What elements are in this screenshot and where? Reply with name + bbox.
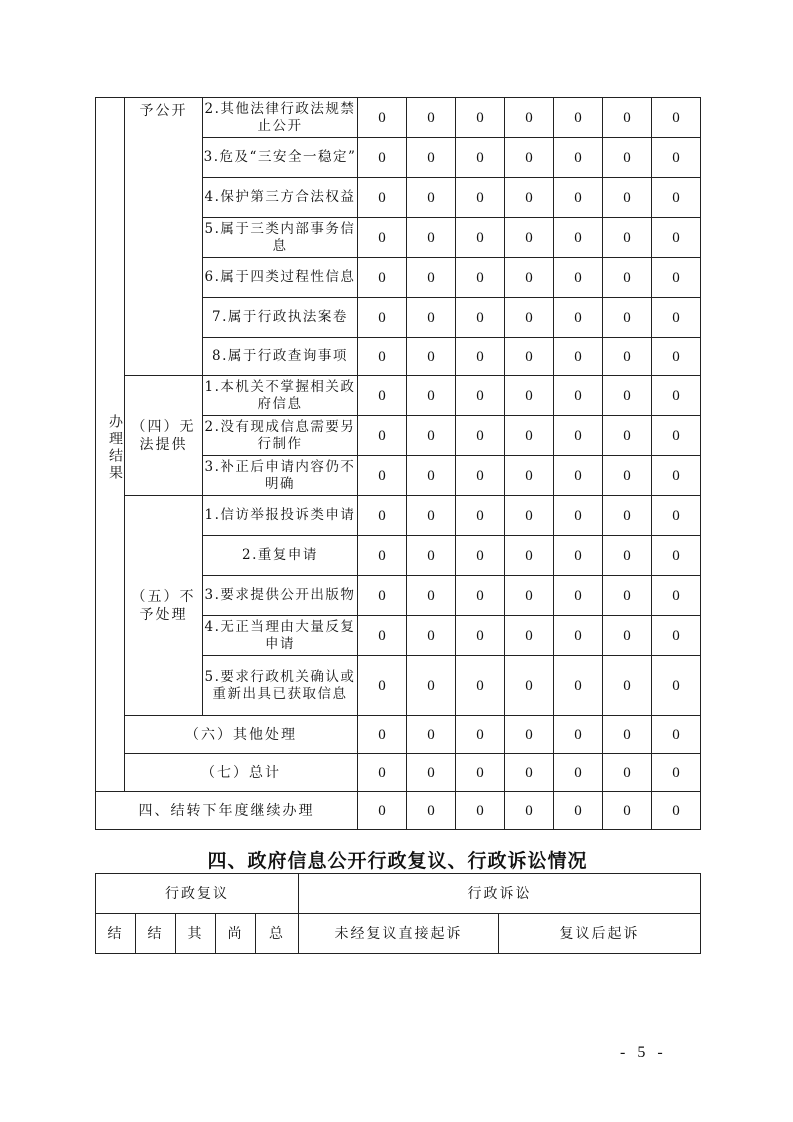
- value-cell: 0: [603, 792, 652, 830]
- value-cell: 0: [652, 616, 701, 656]
- value-cell: 0: [358, 792, 407, 830]
- row-label: 6.属于四类过程性信息: [203, 258, 358, 298]
- value-cell: 0: [358, 536, 407, 576]
- review-col-5: 总: [256, 914, 299, 954]
- value-cell: 0: [358, 754, 407, 792]
- value-cell: 0: [407, 496, 456, 536]
- review-col-1: 结: [96, 914, 136, 954]
- value-cell: 0: [407, 376, 456, 416]
- value-cell: 0: [456, 536, 505, 576]
- carry-over-label: 四、结转下年度继续办理: [96, 792, 358, 830]
- value-cell: 0: [554, 536, 603, 576]
- value-cell: 0: [456, 258, 505, 298]
- table-row: [96, 496, 701, 536]
- value-cell: 0: [456, 716, 505, 754]
- value-cell: 0: [456, 456, 505, 496]
- value-cell: 0: [603, 716, 652, 754]
- value-cell: 0: [652, 496, 701, 536]
- value-cell: 0: [358, 496, 407, 536]
- value-cell: 0: [358, 716, 407, 754]
- value-cell: 0: [407, 298, 456, 338]
- value-cell: 0: [407, 456, 456, 496]
- value-cell: 0: [603, 656, 652, 716]
- value-cell: 0: [407, 98, 456, 138]
- value-cell: 0: [407, 218, 456, 258]
- row-label: 4.无正当理由大量反复申请: [203, 616, 358, 656]
- value-cell: 0: [652, 298, 701, 338]
- value-cell: 0: [554, 616, 603, 656]
- value-cell: 0: [407, 716, 456, 754]
- value-cell: 0: [554, 258, 603, 298]
- page-number: - 5 -: [620, 1044, 667, 1061]
- value-cell: 0: [456, 298, 505, 338]
- value-cell: 0: [554, 496, 603, 536]
- value-cell: 0: [554, 376, 603, 416]
- value-cell: 0: [358, 576, 407, 616]
- value-cell: 0: [554, 716, 603, 754]
- value-cell: 0: [358, 616, 407, 656]
- value-cell: 0: [407, 754, 456, 792]
- value-cell: 0: [358, 456, 407, 496]
- value-cell: 0: [652, 456, 701, 496]
- review-litigation-table: [95, 873, 701, 954]
- value-cell: 0: [456, 754, 505, 792]
- value-cell: 0: [505, 616, 554, 656]
- value-cell: 0: [505, 218, 554, 258]
- value-cell: 0: [554, 576, 603, 616]
- value-cell: 0: [652, 338, 701, 376]
- row-label: 3.危及“三安全一稳定”: [203, 138, 358, 178]
- value-cell: 0: [407, 338, 456, 376]
- value-cell: 0: [358, 178, 407, 218]
- value-cell: 0: [554, 656, 603, 716]
- value-cell: 0: [358, 218, 407, 258]
- value-cell: 0: [407, 576, 456, 616]
- row-label: 7.属于行政执法案卷: [203, 298, 358, 338]
- review-subheader-row: [96, 914, 701, 954]
- value-cell: 0: [505, 258, 554, 298]
- value-cell: 0: [652, 218, 701, 258]
- row-label: 3.要求提供公开出版物: [203, 576, 358, 616]
- litigation-header: 行政诉讼: [299, 874, 701, 914]
- value-cell: 0: [358, 138, 407, 178]
- value-cell: 0: [456, 616, 505, 656]
- value-cell: 0: [554, 456, 603, 496]
- value-cell: 0: [505, 716, 554, 754]
- section-title: 四、政府信息公开行政复议、行政诉讼情况: [207, 850, 588, 872]
- value-cell: 0: [652, 98, 701, 138]
- value-cell: 0: [505, 178, 554, 218]
- value-cell: 0: [505, 98, 554, 138]
- value-cell: 0: [505, 416, 554, 456]
- row-label: 1.本机关不掌握相关政府信息: [203, 376, 358, 416]
- value-cell: 0: [603, 376, 652, 416]
- value-cell: 0: [652, 376, 701, 416]
- value-cell: 0: [505, 536, 554, 576]
- value-cell: 0: [456, 496, 505, 536]
- value-cell: 0: [358, 416, 407, 456]
- value-cell: 0: [407, 536, 456, 576]
- category-result: 办理结果: [96, 98, 125, 792]
- value-cell: 0: [505, 376, 554, 416]
- value-cell: 0: [603, 754, 652, 792]
- value-cell: 0: [456, 376, 505, 416]
- row-label: 3.补正后申请内容仍不明确: [203, 456, 358, 496]
- value-cell: 0: [603, 218, 652, 258]
- value-cell: 0: [554, 98, 603, 138]
- value-cell: 0: [456, 656, 505, 716]
- row-label: 8.属于行政查询事项: [203, 338, 358, 376]
- value-cell: 0: [456, 792, 505, 830]
- after-review-litigation-header: 复议后起诉: [499, 914, 701, 954]
- table-row: [96, 792, 701, 830]
- value-cell: 0: [407, 656, 456, 716]
- review-col-2: 结: [136, 914, 176, 954]
- value-cell: 0: [358, 656, 407, 716]
- category-not-disclosed: 予公开: [125, 98, 203, 376]
- value-cell: 0: [554, 754, 603, 792]
- row-label: 2.其他法律行政法规禁止公开: [203, 98, 358, 138]
- other-processing-label: （六）其他处理: [125, 716, 358, 754]
- value-cell: 0: [652, 258, 701, 298]
- value-cell: 0: [505, 792, 554, 830]
- value-cell: 0: [456, 416, 505, 456]
- row-label: 5.要求行政机关确认或重新出具已获取信息: [203, 656, 358, 716]
- value-cell: 0: [652, 416, 701, 456]
- value-cell: 0: [652, 754, 701, 792]
- value-cell: 0: [603, 496, 652, 536]
- value-cell: 0: [358, 338, 407, 376]
- value-cell: 0: [554, 416, 603, 456]
- value-cell: 0: [505, 496, 554, 536]
- value-cell: 0: [358, 98, 407, 138]
- value-cell: 0: [652, 716, 701, 754]
- category-not-processed: （五）不予处理: [125, 496, 203, 716]
- table-row: [96, 716, 701, 754]
- table-row: [96, 754, 701, 792]
- value-cell: 0: [505, 338, 554, 376]
- value-cell: 0: [407, 416, 456, 456]
- category-unable-provide: （四）无法提供: [125, 376, 203, 496]
- value-cell: 0: [603, 416, 652, 456]
- review-col-3: 其: [176, 914, 216, 954]
- value-cell: 0: [652, 178, 701, 218]
- review-col-4: 尚: [216, 914, 256, 954]
- value-cell: 0: [456, 218, 505, 258]
- row-label: 5.属于三类内部事务信息: [203, 218, 358, 258]
- value-cell: 0: [505, 754, 554, 792]
- value-cell: 0: [603, 298, 652, 338]
- value-cell: 0: [505, 298, 554, 338]
- value-cell: 0: [505, 138, 554, 178]
- table-row: [96, 376, 701, 416]
- value-cell: 0: [456, 576, 505, 616]
- value-cell: 0: [554, 298, 603, 338]
- review-header-row: [96, 874, 701, 914]
- value-cell: 0: [407, 178, 456, 218]
- value-cell: 0: [603, 616, 652, 656]
- row-label: 1.信访举报投诉类申请: [203, 496, 358, 536]
- value-cell: 0: [407, 258, 456, 298]
- value-cell: 0: [603, 98, 652, 138]
- value-cell: 0: [554, 138, 603, 178]
- value-cell: 0: [603, 456, 652, 496]
- value-cell: 0: [603, 258, 652, 298]
- row-label: 2.重复申请: [203, 536, 358, 576]
- value-cell: 0: [603, 178, 652, 218]
- row-label: 4.保护第三方合法权益: [203, 178, 358, 218]
- total-label: （七）总计: [125, 754, 358, 792]
- application-results-table: [95, 97, 701, 830]
- value-cell: 0: [554, 792, 603, 830]
- value-cell: 0: [456, 138, 505, 178]
- value-cell: 0: [554, 338, 603, 376]
- value-cell: 0: [603, 138, 652, 178]
- value-cell: 0: [505, 576, 554, 616]
- value-cell: 0: [603, 338, 652, 376]
- value-cell: 0: [456, 338, 505, 376]
- value-cell: 0: [652, 656, 701, 716]
- value-cell: 0: [407, 616, 456, 656]
- value-cell: 0: [456, 98, 505, 138]
- value-cell: 0: [603, 536, 652, 576]
- row-label: 2.没有现成信息需要另行制作: [203, 416, 358, 456]
- value-cell: 0: [456, 178, 505, 218]
- value-cell: 0: [358, 298, 407, 338]
- value-cell: 0: [505, 456, 554, 496]
- value-cell: 0: [652, 138, 701, 178]
- value-cell: 0: [603, 576, 652, 616]
- value-cell: 0: [554, 178, 603, 218]
- value-cell: 0: [505, 656, 554, 716]
- value-cell: 0: [554, 218, 603, 258]
- table-row: [96, 98, 701, 138]
- value-cell: 0: [358, 376, 407, 416]
- value-cell: 0: [407, 138, 456, 178]
- value-cell: 0: [358, 258, 407, 298]
- value-cell: 0: [407, 792, 456, 830]
- value-cell: 0: [652, 792, 701, 830]
- value-cell: 0: [652, 576, 701, 616]
- value-cell: 0: [652, 536, 701, 576]
- admin-review-header: 行政复议: [96, 874, 299, 914]
- direct-litigation-header: 未经复议直接起诉: [299, 914, 499, 954]
